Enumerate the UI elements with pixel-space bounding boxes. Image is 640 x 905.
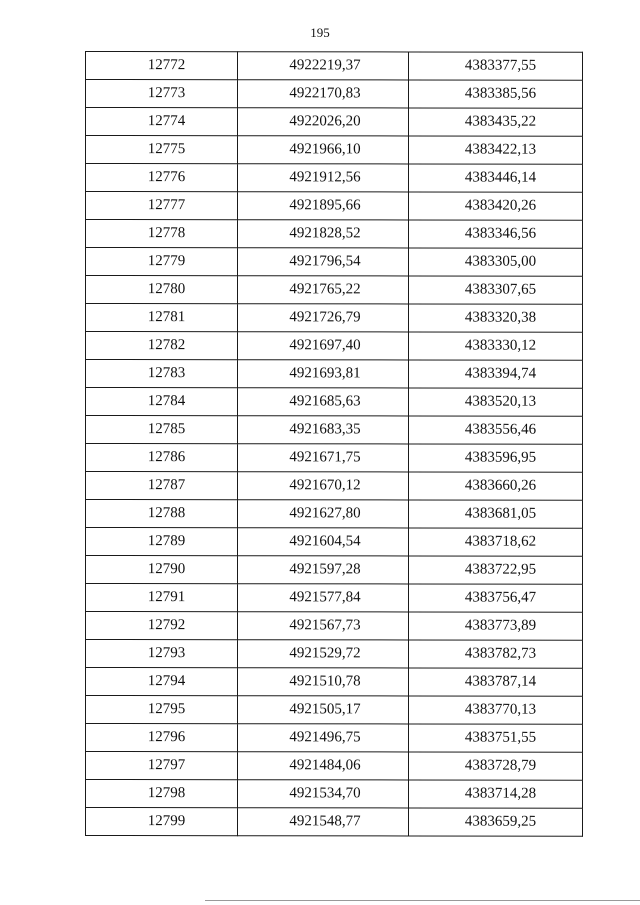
x-coordinate-cell: 4921529,72 xyxy=(238,640,409,668)
point-number-cell: 12786 xyxy=(86,444,238,472)
x-coordinate-cell: 4921484,06 xyxy=(238,752,409,780)
table-row xyxy=(86,332,583,361)
point-number-cell: 12776 xyxy=(86,164,238,192)
x-coordinate-cell: 4921627,80 xyxy=(238,500,409,528)
table-row xyxy=(86,696,583,725)
point-number-cell: 12775 xyxy=(86,136,238,164)
x-coordinate-cell: 4921597,28 xyxy=(238,556,409,584)
x-coordinate-cell: 4921510,78 xyxy=(238,668,409,696)
y-coordinate-cell: 4383596,95 xyxy=(409,444,583,472)
x-coordinate-cell: 4921828,52 xyxy=(238,220,409,248)
y-coordinate-cell: 4383435,22 xyxy=(409,108,583,136)
table-row xyxy=(86,192,583,221)
y-coordinate-cell: 4383330,12 xyxy=(409,332,583,360)
x-coordinate-cell: 4921534,70 xyxy=(238,780,409,808)
y-coordinate-cell: 4383722,95 xyxy=(409,556,583,584)
x-coordinate-cell: 4921505,17 xyxy=(238,696,409,724)
x-coordinate-cell: 4921693,81 xyxy=(238,360,409,388)
point-number-cell: 12797 xyxy=(86,752,238,780)
table-row xyxy=(86,108,583,137)
x-coordinate-cell: 4921567,73 xyxy=(238,612,409,640)
point-number-cell: 12777 xyxy=(86,192,238,220)
y-coordinate-cell: 4383422,13 xyxy=(409,136,583,164)
point-number-cell: 12785 xyxy=(86,416,238,444)
point-number-cell: 12782 xyxy=(86,332,238,360)
point-number-cell: 12798 xyxy=(86,780,238,808)
point-number-cell: 12788 xyxy=(86,500,238,528)
y-coordinate-cell: 4383681,05 xyxy=(409,500,583,528)
x-coordinate-cell: 4922170,83 xyxy=(238,80,409,108)
table-row xyxy=(86,780,583,809)
y-coordinate-cell: 4383446,14 xyxy=(409,164,583,192)
x-coordinate-cell: 4921548,77 xyxy=(238,808,409,836)
x-coordinate-cell: 4921895,66 xyxy=(238,192,409,220)
x-coordinate-cell: 4921577,84 xyxy=(238,584,409,612)
table-row xyxy=(86,668,583,697)
point-number-cell: 12774 xyxy=(86,108,238,136)
point-number-cell: 12787 xyxy=(86,472,238,500)
x-coordinate-cell: 4921726,79 xyxy=(238,304,409,332)
point-number-cell: 12778 xyxy=(86,220,238,248)
table-row xyxy=(86,444,583,473)
table-row xyxy=(86,360,583,389)
point-number-cell: 12779 xyxy=(86,248,238,276)
point-number-cell: 12799 xyxy=(86,808,238,836)
x-coordinate-cell: 4921496,75 xyxy=(238,724,409,752)
y-coordinate-cell: 4383520,13 xyxy=(409,388,583,416)
table-row xyxy=(86,248,583,277)
y-coordinate-cell: 4383556,46 xyxy=(409,416,583,444)
point-number-cell: 12795 xyxy=(86,696,238,724)
table-row xyxy=(86,164,583,193)
y-coordinate-cell: 4383756,47 xyxy=(409,584,583,612)
y-coordinate-cell: 4383770,13 xyxy=(409,696,583,724)
page-number: 195 xyxy=(310,25,330,40)
x-coordinate-cell: 4921966,10 xyxy=(238,136,409,164)
table-row xyxy=(86,584,583,613)
y-coordinate-cell: 4383718,62 xyxy=(409,528,583,556)
table-row xyxy=(86,304,583,333)
y-coordinate-cell: 4383385,56 xyxy=(409,80,583,108)
y-coordinate-cell: 4383751,55 xyxy=(409,724,583,752)
table-row xyxy=(86,528,583,557)
coordinates-table-body xyxy=(86,52,583,837)
y-coordinate-cell: 4383394,74 xyxy=(409,360,583,388)
point-number-cell: 12791 xyxy=(86,584,238,612)
point-number-cell: 12790 xyxy=(86,556,238,584)
table-row xyxy=(86,640,583,669)
y-coordinate-cell: 4383773,89 xyxy=(409,612,583,640)
y-coordinate-cell: 4383787,14 xyxy=(409,668,583,696)
point-number-cell: 12796 xyxy=(86,724,238,752)
point-number-cell: 12784 xyxy=(86,388,238,416)
table-row xyxy=(86,500,583,529)
point-number-cell: 12772 xyxy=(86,52,238,80)
table-row xyxy=(86,556,583,585)
y-coordinate-cell: 4383660,26 xyxy=(409,472,583,500)
x-coordinate-cell: 4921604,54 xyxy=(238,528,409,556)
y-coordinate-cell: 4383714,28 xyxy=(409,780,583,808)
point-number-cell: 12773 xyxy=(86,80,238,108)
y-coordinate-cell: 4383377,55 xyxy=(409,52,583,80)
x-coordinate-cell: 4921670,12 xyxy=(238,472,409,500)
table-row xyxy=(86,752,583,781)
point-number-cell: 12789 xyxy=(86,528,238,556)
point-number-cell: 12793 xyxy=(86,640,238,668)
x-coordinate-cell: 4921912,56 xyxy=(238,164,409,192)
x-coordinate-cell: 4921796,54 xyxy=(238,248,409,276)
y-coordinate-cell: 4383659,25 xyxy=(409,808,583,836)
y-coordinate-cell: 4383346,56 xyxy=(409,220,583,248)
table-row xyxy=(86,724,583,753)
x-coordinate-cell: 4921685,63 xyxy=(238,388,409,416)
x-coordinate-cell: 4922026,20 xyxy=(238,108,409,136)
point-number-cell: 12783 xyxy=(86,360,238,388)
y-coordinate-cell: 4383320,38 xyxy=(409,304,583,332)
table-row xyxy=(86,388,583,417)
table-row xyxy=(86,276,583,305)
table-row xyxy=(86,220,583,249)
table-row xyxy=(86,472,583,501)
y-coordinate-cell: 4383728,79 xyxy=(409,752,583,780)
table-row xyxy=(86,52,583,81)
y-coordinate-cell: 4383307,65 xyxy=(409,276,583,304)
table-row xyxy=(86,136,583,165)
y-coordinate-cell: 4383420,26 xyxy=(409,192,583,220)
x-coordinate-cell: 4921765,22 xyxy=(238,276,409,304)
table-row xyxy=(86,612,583,641)
x-coordinate-cell: 4921671,75 xyxy=(238,444,409,472)
point-number-cell: 12781 xyxy=(86,304,238,332)
x-coordinate-cell: 4921683,35 xyxy=(238,416,409,444)
point-number-cell: 12794 xyxy=(86,668,238,696)
table-row xyxy=(86,808,583,837)
table-row xyxy=(86,80,583,109)
y-coordinate-cell: 4383305,00 xyxy=(409,248,583,276)
x-coordinate-cell: 4921697,40 xyxy=(238,332,409,360)
x-coordinate-cell: 4922219,37 xyxy=(238,52,409,80)
point-number-cell: 12780 xyxy=(86,276,238,304)
y-coordinate-cell: 4383782,73 xyxy=(409,640,583,668)
point-number-cell: 12792 xyxy=(86,612,238,640)
scan-edge-line xyxy=(205,900,640,901)
table-row xyxy=(86,416,583,445)
coordinates-table xyxy=(85,51,583,837)
